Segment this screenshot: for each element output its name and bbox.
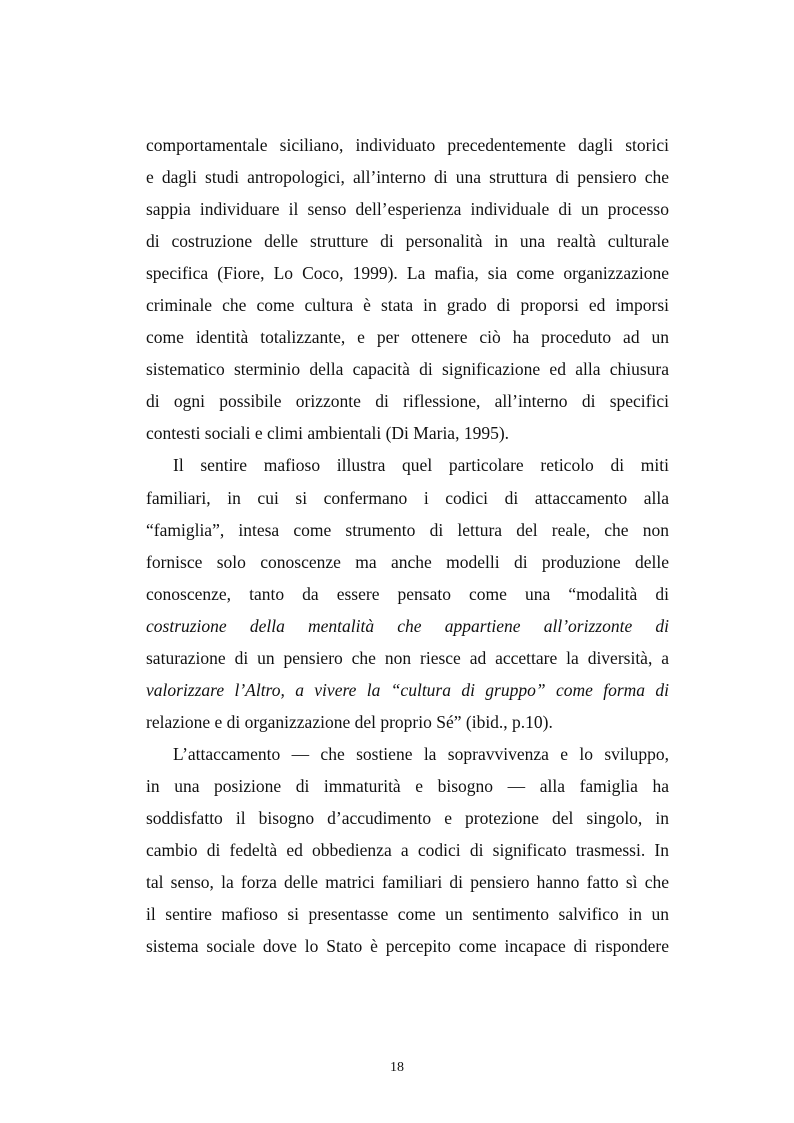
paragraph	[146, 129, 669, 449]
text-line	[146, 385, 669, 417]
text-run: il sentire mafioso si presentasse come un sentimento salvifico in un	[146, 904, 669, 925]
text-run: familiari, in cui si confermano i codici di attaccamento alla	[146, 487, 669, 508]
text-run: soddisfatto il bisogno d’accudimento e protezione del singolo, in	[146, 807, 669, 828]
paragraph	[146, 738, 669, 962]
text-line	[146, 802, 669, 834]
text-line	[146, 514, 669, 546]
text-line	[146, 930, 669, 962]
text-run: specifica (Fiore, Lo Coco, 1999). La mafia, sia come organizzazione	[146, 263, 669, 284]
text-run: relazione e di organizzazione del proprio Sé” (ibid., p.10).	[146, 711, 553, 732]
text-run: conoscenze, tanto da essere pensato come una “modalità di	[146, 583, 669, 604]
text-line	[146, 257, 669, 289]
text-line	[146, 578, 669, 610]
text-line	[146, 674, 669, 706]
text-run: Il sentire mafioso illustra quel particolare reticolo di miti	[173, 455, 669, 476]
text-line	[146, 642, 669, 674]
text-run: fornisce solo conoscenze ma anche modelli di produzione delle	[146, 551, 669, 572]
text-line	[146, 546, 669, 578]
text-run: tal senso, la forza delle matrici familiari di pensiero hanno fatto sì che	[146, 872, 669, 893]
text-run: L’attaccamento — che sostiene la sopravvivenza e lo sviluppo,	[173, 743, 669, 764]
text-line	[146, 866, 669, 898]
text-run: di costruzione delle strutture di personalità in una realtà culturale	[146, 231, 669, 252]
text-run: comportamentale siciliano, individuato precedentemente dagli storici	[146, 135, 669, 155]
text-line	[146, 482, 669, 514]
text-line	[146, 193, 669, 225]
text-run: “famiglia”, intesa come strumento di lettura del reale, che non	[146, 519, 669, 540]
text-run: contesti sociali e climi ambientali (Di Maria, 1995).	[146, 423, 510, 444]
text-run: in una posizione di immaturità e bisogno — alla famiglia ha	[146, 775, 669, 796]
text-run: saturazione di un pensiero che non riesce ad accettare la diversità, a	[146, 647, 669, 668]
text-run: e dagli studi antropologici, all’interno di una struttura di pensiero che	[146, 167, 669, 188]
text-line	[146, 321, 669, 353]
text-line	[146, 289, 669, 321]
text-line	[146, 449, 669, 481]
text-run: criminale che come cultura è stata in grado di proporsi ed imporsi	[146, 295, 669, 316]
text-line	[146, 129, 669, 161]
text-run: sappia individuare il senso dell’esperienza individuale di un processo	[146, 199, 669, 220]
text-line	[146, 161, 669, 193]
text-run: sistematico sterminio della capacità di significazione ed alla chiusura	[146, 359, 669, 380]
text-run: cambio di fedeltà ed obbedienza a codici di significato trasmessi. In	[146, 840, 669, 861]
text-line	[146, 834, 669, 866]
text-line	[146, 417, 669, 449]
text-line	[146, 738, 669, 770]
text-line	[146, 353, 669, 385]
text-run: come identità totalizzante, e per ottenere ciò ha proceduto ad un	[146, 327, 669, 348]
text-line	[146, 770, 669, 802]
page-number: 18	[390, 1060, 404, 1075]
italic-text: valorizzare l’Altro, a vivere la “cultura di gruppo” come forma di	[146, 679, 669, 700]
text-run: sistema sociale dove lo Stato è percepito come incapace di rispondere	[146, 936, 669, 957]
text-run: di ogni possibile orizzonte di riflessione, all’interno di specifici	[146, 391, 669, 412]
page-body	[146, 129, 669, 962]
text-line	[146, 610, 669, 642]
text-line	[146, 225, 669, 257]
text-line	[146, 706, 669, 738]
paragraph	[146, 449, 669, 737]
italic-text: costruzione della mentalità che appartiene all’orizzonte di	[146, 615, 669, 636]
text-line	[146, 898, 669, 930]
